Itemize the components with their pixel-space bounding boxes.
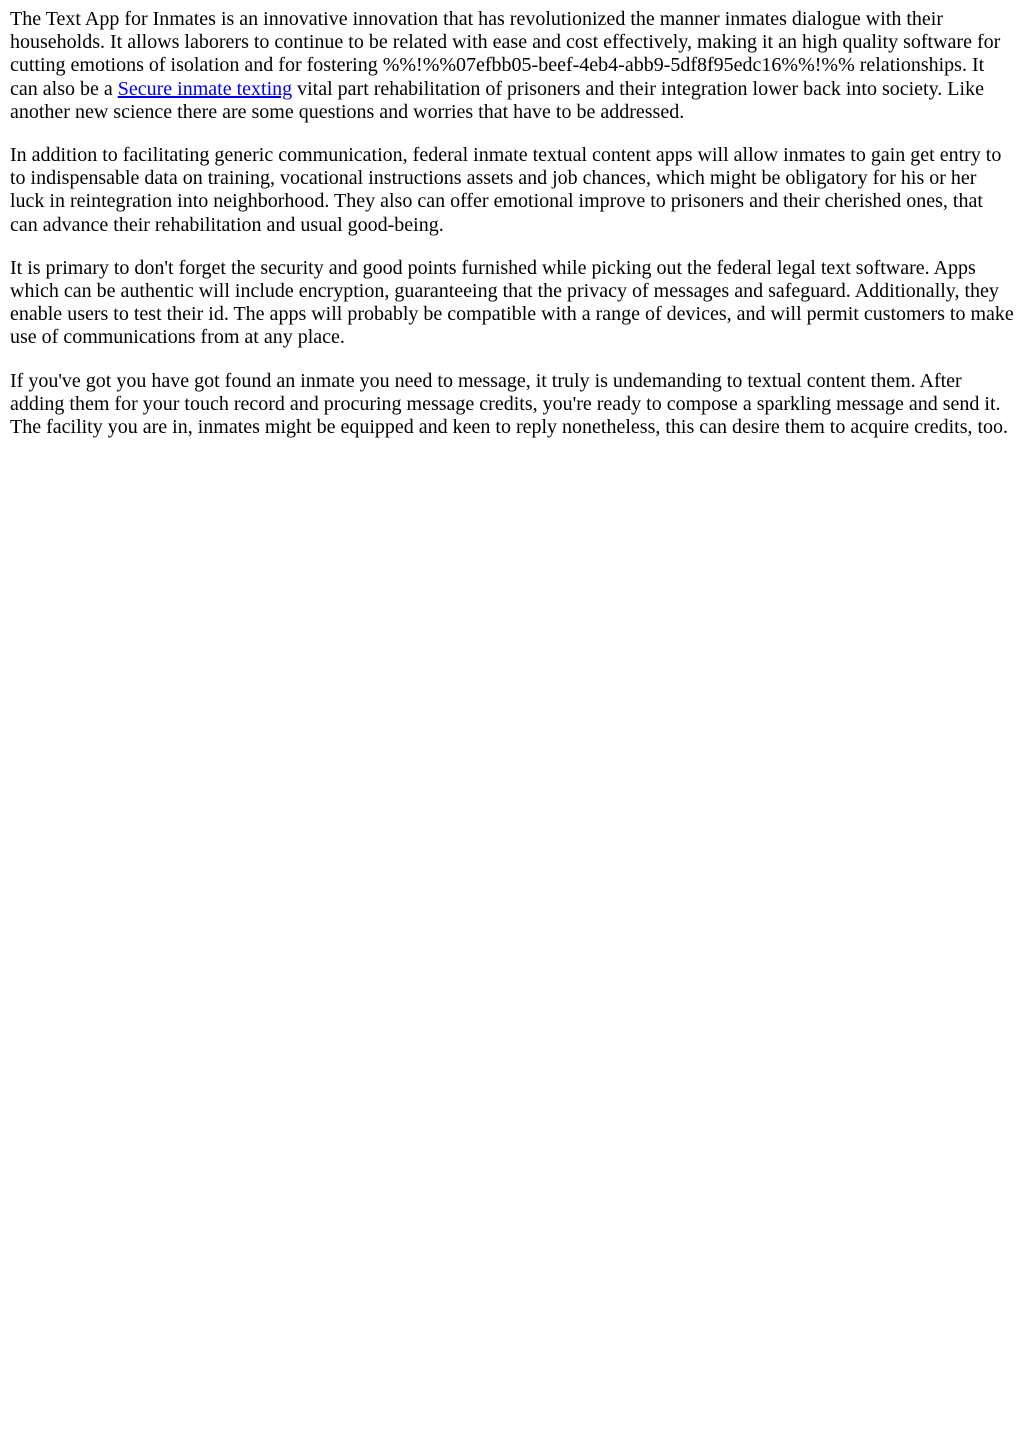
paragraph-1 [10, 8, 1014, 124]
paragraph-4: If you've got you have got found an inmate you need to message, it truly is undemanding to textual content them. After adding them for your touch record and procuring message credits, you're ready to compose a sparkling message and send it. The facility you are in, inmates might be equipped and keen to reply nonetheless, this can desire them to acquire credits, too. [10, 369, 1009, 439]
paragraph-1-text-after-link: vital part rehabilitation of prisoners and their integration lower back into society. Like another new science there are some questions and worries that have to be addressed. [10, 77, 984, 123]
article-body [10, 8, 1014, 439]
paragraph-1-text-before-link: The Text App for Inmates is an innovative innovation that has revolutionized the manner inmates dialogue with their households. It allows laborers to continue to be related with ease and cost effectively, making it an high quality software for cutting emotions of isolation and for fostering %%!%%07efbb05-beef-4eb4-abb9-5df8f95edc16%%!%% relationships. It can also be a [10, 8, 1001, 100]
paragraph-2: In addition to facilitating generic communication, federal inmate textual content apps will allow inmates to gain get entry to to indispensable data on training, vocational instructions assets and job chances, which might be obligatory for his or her luck in reintegration into neighborhood. They also can offer emotional improve to prisoners and their cherished ones, that can advance their rehabilitation and usual good-being. [10, 144, 1002, 236]
paragraph-3: It is primary to don't forget the security and good points furnished while picking out the federal legal text software. Apps which can be authentic will include encryption, guaranteeing that the privacy of messages and safeguard. Additionally, they enable users to test their id. The apps will probably be compatible with a range of devices, and will permit customers to make use of communications from at any place. [10, 256, 1014, 349]
secure-inmate-texting-link[interactable]: Secure inmate texting [117, 77, 293, 100]
